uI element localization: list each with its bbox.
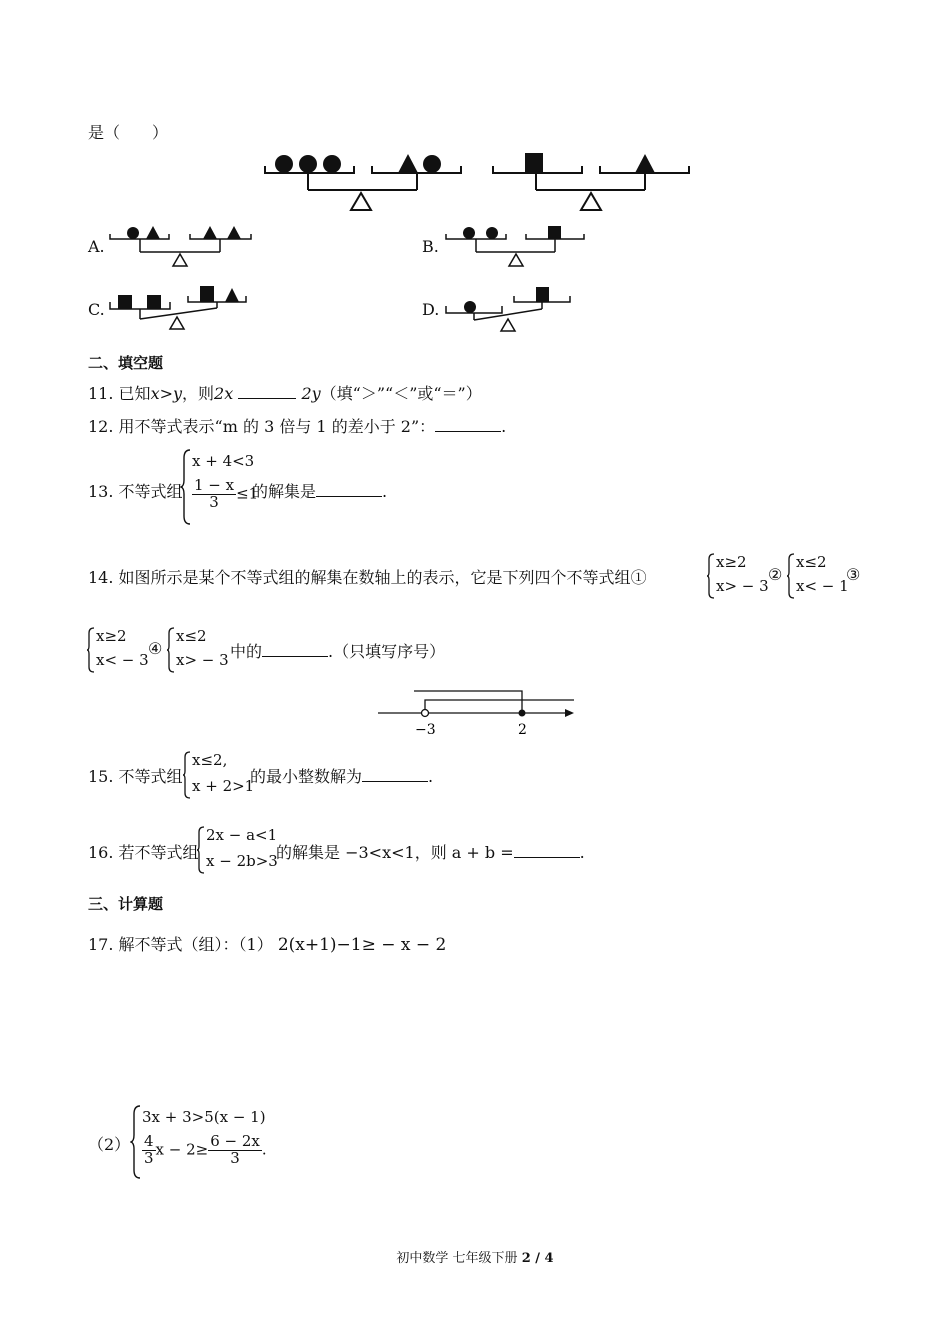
q14-circle-3: ③ xyxy=(846,565,861,584)
q17-num: 17. xyxy=(88,935,114,954)
page-footer xyxy=(0,1247,950,1266)
q16-num: 16. xyxy=(88,843,114,862)
q14-system-3 xyxy=(86,626,156,674)
q15-answer-blank[interactable] xyxy=(362,781,428,782)
q13-prefix xyxy=(88,479,183,502)
q14-mid: 中的 xyxy=(230,642,263,661)
q16-system xyxy=(196,825,276,875)
q12-end: . xyxy=(501,417,507,436)
q11-p1: 已知 xyxy=(118,384,151,403)
left-brace-icon xyxy=(180,448,192,526)
q11-lhs: 2x xyxy=(214,384,234,403)
q17-system xyxy=(130,1104,270,1180)
left-brace-icon xyxy=(786,552,796,600)
left-brace-icon xyxy=(86,626,96,674)
q17-row2: $\frac{4}{3}$ x − 2≥ $\frac{6 - 2x}{3}$ . xyxy=(144,1132,267,1167)
q14-s3-row1: x≥2 xyxy=(96,627,127,645)
option-c-label: C. xyxy=(88,300,105,319)
q13-fraction: $\frac{1 - x}{3}$ xyxy=(194,476,235,511)
option-a-label: A. xyxy=(88,237,105,256)
option-a-figure xyxy=(108,222,258,268)
q12-answer-blank[interactable] xyxy=(435,431,501,432)
q14-tail: .（只填写序号） xyxy=(328,642,446,661)
q13-text: 不等式组 xyxy=(118,482,183,501)
q11-num: 11. xyxy=(88,384,114,403)
q11-cond: x>y xyxy=(150,384,183,403)
q11-rhs: 2y xyxy=(301,384,321,403)
q14-s3-row2: x< − 3 xyxy=(96,651,149,669)
q14-line1: 14. 如图所示是某个不等式组的解集在数轴上的表示，它是下列四个不等式组① xyxy=(88,568,647,587)
q14-text: 如图所示是某个不等式组的解集在数轴上的表示，它是下列四个不等式组 xyxy=(118,568,631,587)
left-brace-icon xyxy=(166,626,176,674)
q15-text: 不等式组 xyxy=(118,767,183,786)
q15-num: 15. xyxy=(88,767,114,786)
open-dot xyxy=(422,710,429,717)
section3-title: 三、计算题 xyxy=(88,895,164,913)
q15-system xyxy=(182,750,254,800)
q14-s2-row1: x≤2 xyxy=(796,553,827,571)
q13-tail: 的解集是 xyxy=(252,482,317,501)
q17-expr1: 2(x+1)−1≥ − x − 2 xyxy=(277,935,447,955)
option-b-figure xyxy=(444,222,594,268)
q11-answer-blank[interactable] xyxy=(238,398,296,399)
arrow-right-icon xyxy=(565,709,574,717)
balance-figure-1 xyxy=(262,148,467,214)
q15-tail: 的最小整数解为 xyxy=(250,767,363,786)
section2-title: 二、填空题 xyxy=(88,354,164,372)
q10-tail: 是（ ） xyxy=(88,123,169,142)
option-d-label: D. xyxy=(422,300,440,319)
q14-s4-row1: x≤2 xyxy=(176,627,207,645)
q13-suffix: 的解集是 . xyxy=(252,482,388,501)
q14-answer-blank[interactable] xyxy=(262,656,328,657)
q14-s1-row2: x> − 3 xyxy=(716,577,769,595)
q14-line2 xyxy=(230,639,445,662)
q17-text: 解不等式（组）：（1） xyxy=(118,935,273,954)
q16-row1: 2x − a<1 xyxy=(206,826,278,844)
q13-row2: $\frac{1 - x}{3}$ ≤1 xyxy=(194,476,259,511)
q14-circle-2: ② xyxy=(768,565,783,584)
q14-s1-row1: x≥2 xyxy=(716,553,747,571)
q11-p2: ，则 xyxy=(182,384,215,403)
q16-row2: x − 2b>3 xyxy=(206,852,278,870)
q14-system-4 xyxy=(166,626,236,674)
q14-s2-row2: x< − 1 xyxy=(796,577,849,595)
balance-figure-2 xyxy=(490,148,695,214)
q15-suffix: 的最小整数解为 . xyxy=(250,767,434,786)
page-number: 2 / 4 xyxy=(521,1251,554,1266)
number-line-figure xyxy=(376,686,582,742)
option-d-figure xyxy=(442,282,582,334)
q17-fraction-1: $\frac{4}{3}$ xyxy=(144,1132,154,1167)
q15-row2: x + 2>1 xyxy=(192,777,255,795)
q12-text: 用不等式表示“m 的 3 倍与 1 的差小于 2”： xyxy=(118,417,436,436)
q16-prefix xyxy=(88,840,199,863)
q11 xyxy=(88,381,482,404)
q16-suffix: 的解集是 −3<x<1，则 a + b = . xyxy=(276,843,585,862)
q13-num: 13. xyxy=(88,482,114,501)
left-brace-icon xyxy=(182,750,192,800)
q17-row1: 3x + 3>5(x − 1) xyxy=(142,1108,266,1126)
q15-row1: x≤2, xyxy=(192,751,228,769)
left-brace-icon xyxy=(130,1104,142,1180)
option-b-label: B. xyxy=(422,237,439,256)
q11-p3: （填“＞”“＜”或“＝”） xyxy=(320,384,482,403)
q13-row1: x + 4<3 xyxy=(192,452,255,470)
left-brace-icon xyxy=(196,825,206,875)
q17-part2-label: （2） xyxy=(88,1135,131,1154)
closed-dot xyxy=(519,710,526,717)
footer-text: 初中数学 七年级下册 xyxy=(396,1251,518,1266)
q16-text: 若不等式组 xyxy=(118,843,199,862)
left-brace-icon xyxy=(706,552,716,600)
q13-system xyxy=(180,448,260,526)
q16-answer-blank[interactable] xyxy=(514,857,580,858)
q12-num: 12. xyxy=(88,417,114,436)
q14-circle-4: ④ xyxy=(148,639,163,658)
q14-system-1 xyxy=(706,552,776,600)
option-c-figure xyxy=(106,282,256,332)
q14-num: 14. xyxy=(88,568,114,587)
q15-prefix xyxy=(88,764,183,787)
q12 xyxy=(88,414,506,437)
q14-s4-row2: x> − 3 xyxy=(176,651,229,669)
q17-fraction-2: $\frac{6 - 2x}{3}$ xyxy=(210,1132,260,1167)
axis-label-2: 2 xyxy=(518,722,527,738)
q17-part1 xyxy=(88,932,446,955)
axis-label-neg3: −3 xyxy=(415,722,436,738)
q16-tail: 的解集是 −3<x<1，则 a + b = xyxy=(276,843,514,862)
q13-answer-blank[interactable] xyxy=(316,496,382,497)
